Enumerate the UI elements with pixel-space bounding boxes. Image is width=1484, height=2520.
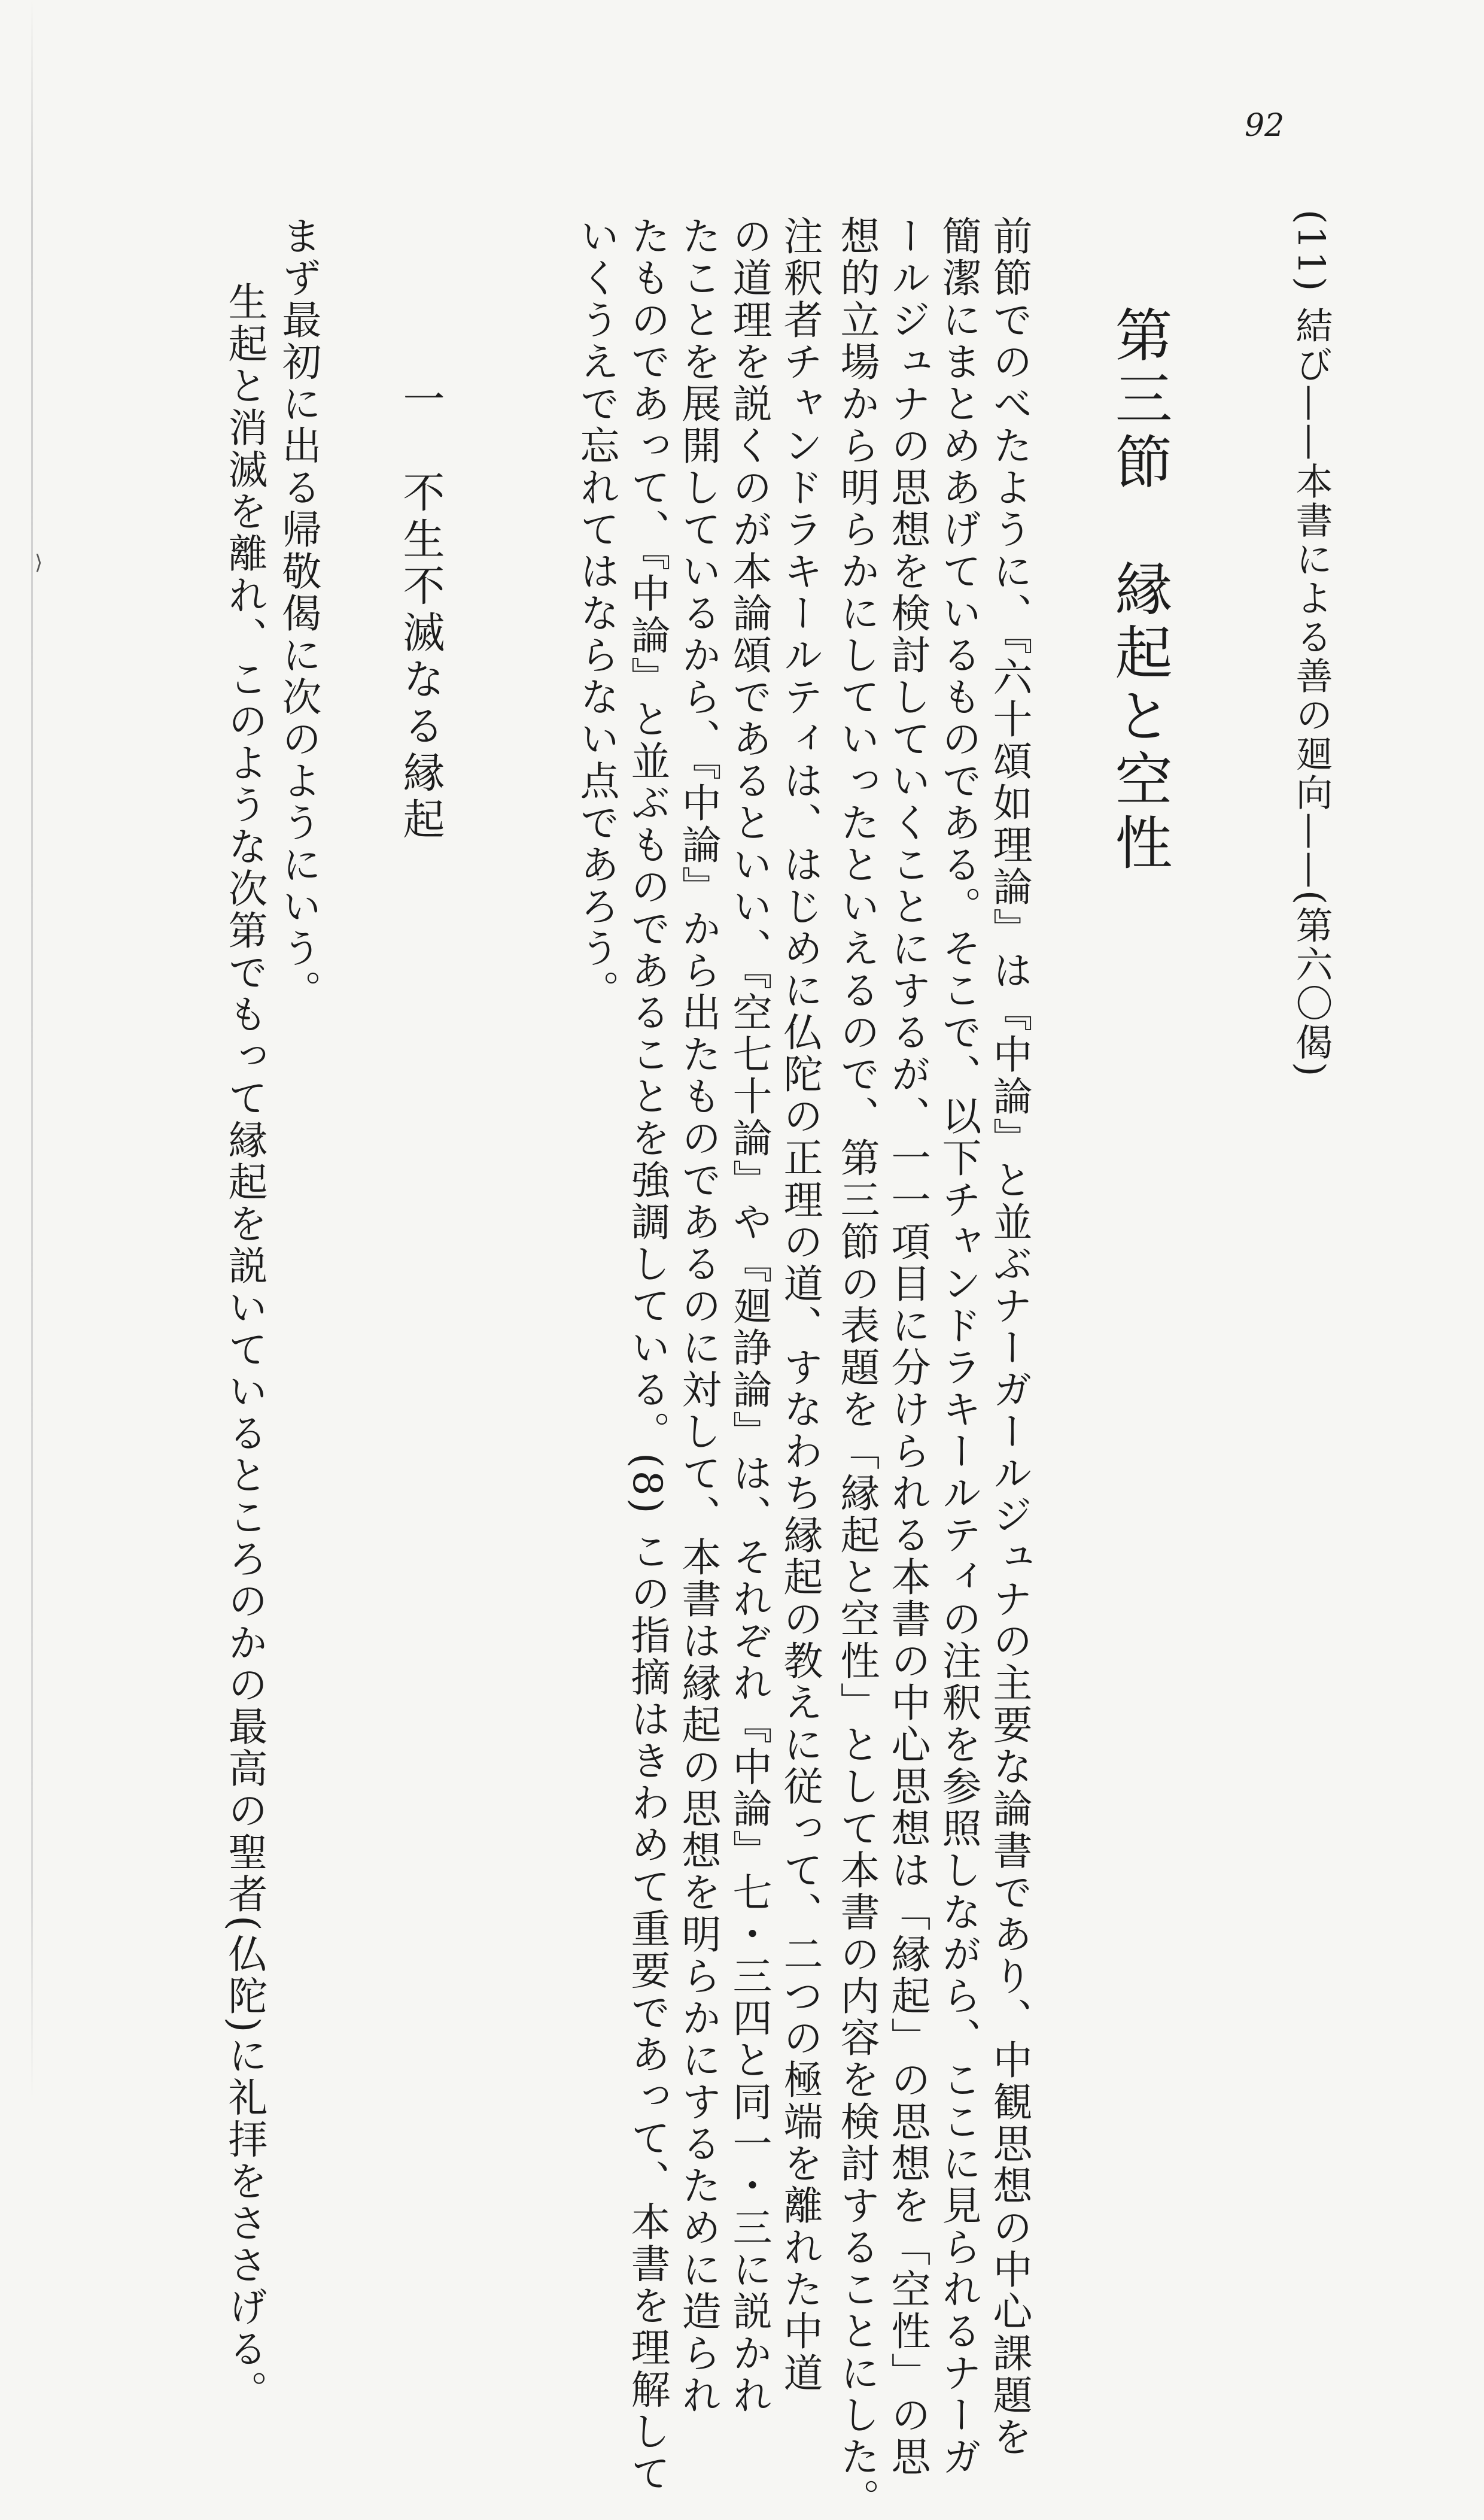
body-line-8: たものであって、『中論』と並ぶものであることを強調している。(8) この指摘はきわめて重要であって、本書を理解して <box>624 215 670 2495</box>
section-heading: 第三節 縁起と空性 <box>1106 305 1173 876</box>
body-line-3: ールジュナの思想を検討していくことにするが、一一項目に分けられる本書の中心思想は「縁起」の思想を「空性」の思 <box>884 215 930 2478</box>
body-line-6: の道理を説くのが本論頌であるといい、『空七十論』や『廻諍論』は、それぞれ『中論』七・三四と同一・三に説かれ <box>726 215 772 2416</box>
subsection-line-1: まず最初に出る帰敬偈に次のようにいう。 <box>275 215 321 1012</box>
subsection-line-2: 生起と消滅を離れ、このような次第でもって縁起を説いているところのかの最高の聖者(仏陀)に礼拝をささげる。 <box>221 281 267 2412</box>
body-line-9: いくうえで忘れてはならない点であろう。 <box>573 215 619 1012</box>
body-line-5: 注釈者チャンドラキールティは、はじめに仏陀の正理の道、すなわち縁起の教えに従って、二つの極端を離れた中道 <box>777 215 823 2394</box>
running-header: (11) 結び——本書による善の廻向——(第六〇偈) <box>1290 210 1333 1079</box>
body-line-4: 想的立場から明らかにしていったといえるので、第三節の表題を「縁起と空性」として本書の内容を検討することにした。 <box>834 215 880 2520</box>
subsection-heading: 一 不生不滅なる縁起 <box>396 377 445 844</box>
scan-margin-mark: ⟩ <box>35 551 43 575</box>
body-line-2: 簡潔にまとめあげているものである。そこで、以下チャンドラキールティの注釈を参照しながら、ここに見られるナーガ <box>935 215 981 2478</box>
page-number: 92 <box>1245 108 1285 144</box>
body-line-7: たことを展開しているから、『中論』から出たものであるのに対して、本書は縁起の思想を明らかにするために造られ <box>675 215 721 2416</box>
body-line-1: 前節でのべたように、『六十頌如理論』は『中論』と並ぶナーガールジュナの主要な論書であり、中観思想の中心課題を <box>986 215 1032 2458</box>
scan-binding-edge <box>31 0 33 2100</box>
